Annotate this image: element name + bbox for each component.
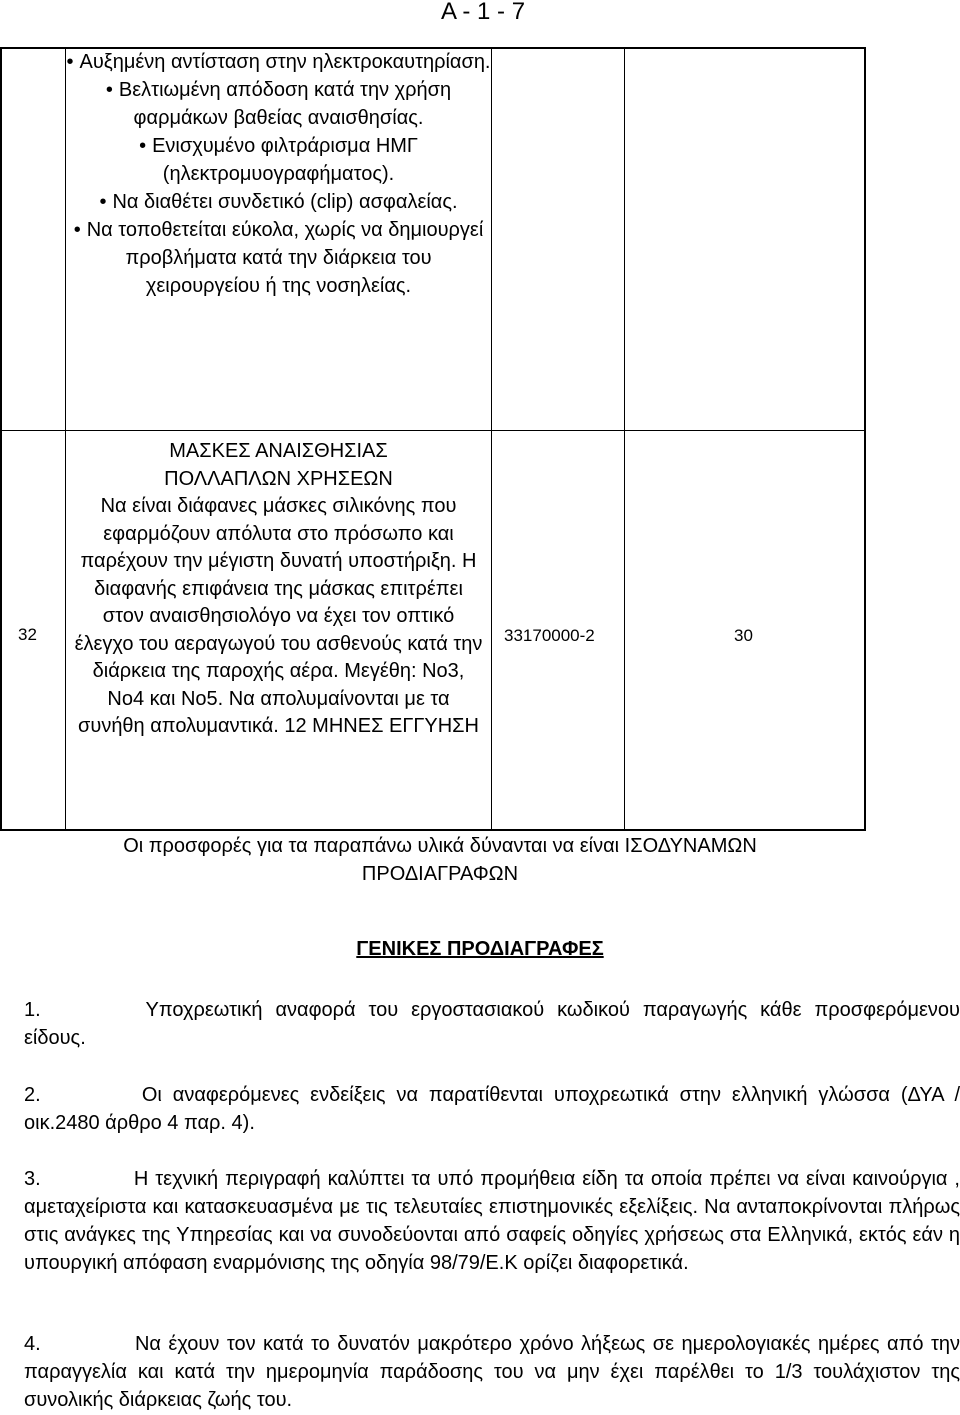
- item-text: Οι αναφερόμενες ενδείξεις να παρατίθενται υποχρεωτικά στην ελληνική γλώσσα (ΔΥΑ / οικ.2480 άρθρο 4 παρ. 4).: [24, 1084, 960, 1134]
- item-number: 1.: [24, 999, 41, 1021]
- table-border-right: [864, 47, 866, 831]
- spec-item: [24, 1165, 960, 1277]
- list-item: • Αυξημένη αντίσταση στην ηλεκτροκαυτηρίαση.: [66, 48, 491, 76]
- spec-item: [24, 1330, 960, 1414]
- spec-item: [24, 996, 960, 1052]
- product-title: ΜΑΣΚΕΣ ΑΝΑΙΣΘΗΣΙΑΣ: [169, 440, 388, 462]
- product-title: ΠΟΛΛΑΠΛΩΝ ΧΡΗΣΕΩΝ: [164, 467, 393, 490]
- table-col-divider: [491, 47, 492, 831]
- table-row-divider: [0, 430, 866, 431]
- list-item: • Βελτιωμένη απόδοση κατά την χρήση φαρμάκων βαθείας αναισθησίας.: [66, 76, 491, 132]
- section-title: ΓΕΝΙΚΕΣ ΠΡΟΔΙΑΓΡΑΦΕΣ: [356, 938, 604, 960]
- product-description-cell: [66, 47, 491, 300]
- list-item: • Να τοποθετείται εύκολα, χωρίς να δημιουργεί προβλήματα κατά την διάρκεια του χειρουργείου ή της νοσηλείας.: [66, 216, 491, 300]
- item-text: Υποχρεωτική αναφορά του εργοστασιακού κωδικού παραγωγής κάθε προσφερόμενου είδους.: [24, 999, 960, 1049]
- product-description: Να είναι διάφανες μάσκες σιλικόνης που εφαρμόζουν απόλυτα στο πρόσωπο και παρέχουν την μέγιστη δυνατή υποστήριξη. Η διαφανής επιφάνεια της μάσκας επιτρέπει στον αναισθησιολόγο να έχει τον οπτικό έλεγχο του αεραγωγού του ασθενούς κατά την διάρκεια της παροχής αέρα. Μεγέθη: No3, No4 και No5. Να απολυμαίνονται με τα συνήθη απολυμαντικά. 12 ΜΗΝΕΣ ΕΓΓΥΗΣΗ: [74, 495, 483, 737]
- item-number: 4.: [24, 1333, 41, 1355]
- item-number: 2.: [24, 1084, 41, 1106]
- feature-list: [66, 48, 491, 300]
- equivalent-specs-note: Οι προσφορές για τα παραπάνω υλικά δύνανται να είναι ΙΣΟΔΥΝΑΜΩΝ ΠΡΟΔΙΑΓΡΑΦΩΝ: [123, 835, 757, 885]
- table-border-bottom: [0, 829, 866, 831]
- item-text: Να έχουν τον κατά το δυνατόν μακρότερο χρόνο λήξεως σε ημερολογιακές ημέρες από την παραγγελία και κατά την ημερομηνία παράδοσης του να μην έχει παρέλθει το 1/3 τουλάχιστον της συνολικής διάρκειας ζωής του.: [24, 1333, 960, 1411]
- spec-item: [24, 1081, 960, 1137]
- item-number: 3.: [24, 1168, 41, 1190]
- item-text: Η τεχνική περιγραφή καλύπτει τα υπό προμήθεια είδη τα οποία πρέπει να είναι καινούργια , αμεταχείριστα και κατασκευασμένα με τις τελευταίες επιστημονικές εξελίξεις. Να ανταποκρίνονται πλήρως στις ανάγκες της Υπηρεσίας και να συνοδεύονται από σαφείς οδηγίες χρήσεως στα Ελληνικά, εκτός εάν η υπουργική απόφαση εναρμόνισης της οδηγία 98/79/Ε.Κ ορίζει διαφορετικά.: [24, 1168, 960, 1274]
- list-item: • Ενισχυμένο φιλτράρισμα ΗΜΓ (ηλεκτρομυογραφήματος).: [66, 132, 491, 188]
- quantity: 30: [734, 626, 753, 645]
- list-item: • Να διαθέτει συνδετικό (clip) ασφαλείας.: [66, 188, 491, 216]
- row-number: 32: [18, 625, 37, 644]
- page-number: Α - 1 - 7: [441, 0, 526, 25]
- table-border-left: [0, 47, 2, 831]
- table-col-divider: [624, 47, 625, 831]
- cpv-code: 33170000-2: [504, 626, 595, 645]
- product-cell: [72, 438, 485, 741]
